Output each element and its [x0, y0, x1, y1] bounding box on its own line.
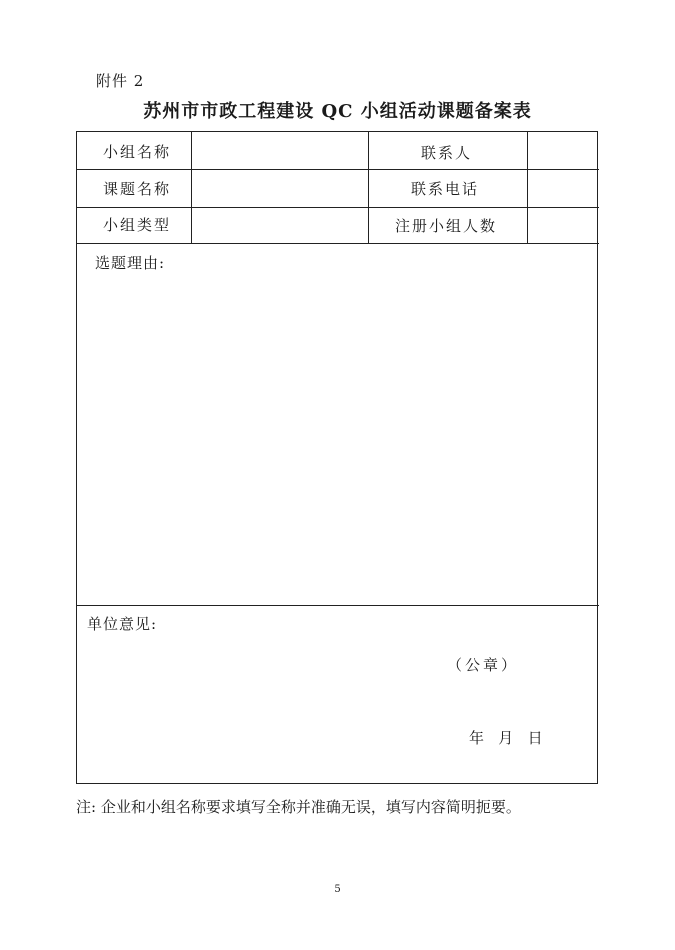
topic-reason-field[interactable]: [79, 272, 595, 602]
group-type-label: 小组类型: [103, 216, 172, 234]
contact-person-label: 联系人: [421, 144, 473, 162]
registration-form-table: [76, 131, 598, 784]
contact-person-field[interactable]: [528, 133, 597, 168]
group-type-field[interactable]: [192, 208, 367, 242]
form-title: 苏州市市政工程建设 QC 小组活动课题备案表: [143, 101, 532, 122]
group-name-field[interactable]: [192, 133, 367, 168]
topic-reason-label: 选题理由:: [95, 254, 166, 272]
row-divider: [77, 243, 599, 244]
registered-members-field[interactable]: [528, 208, 597, 242]
page-number: 5: [334, 884, 341, 895]
unit-opinion-label: 单位意见:: [87, 615, 158, 633]
topic-name-label: 课题名称: [103, 180, 172, 198]
form-note: 注: 企业和小组名称要求填写全称并准确无误，填写内容简明扼要。: [76, 798, 521, 816]
contact-phone-label: 联系电话: [411, 180, 480, 198]
attachment-label: 附件 2: [96, 72, 145, 90]
column-divider: [368, 132, 369, 243]
contact-phone-field[interactable]: [528, 170, 597, 206]
official-seal-label: （公章）: [447, 656, 520, 674]
date-label: 年 月 日: [469, 729, 543, 747]
section-divider: [77, 605, 599, 606]
registered-members-label: 注册小组人数: [395, 217, 498, 235]
topic-name-field[interactable]: [192, 170, 367, 206]
group-name-label: 小组名称: [103, 143, 172, 161]
